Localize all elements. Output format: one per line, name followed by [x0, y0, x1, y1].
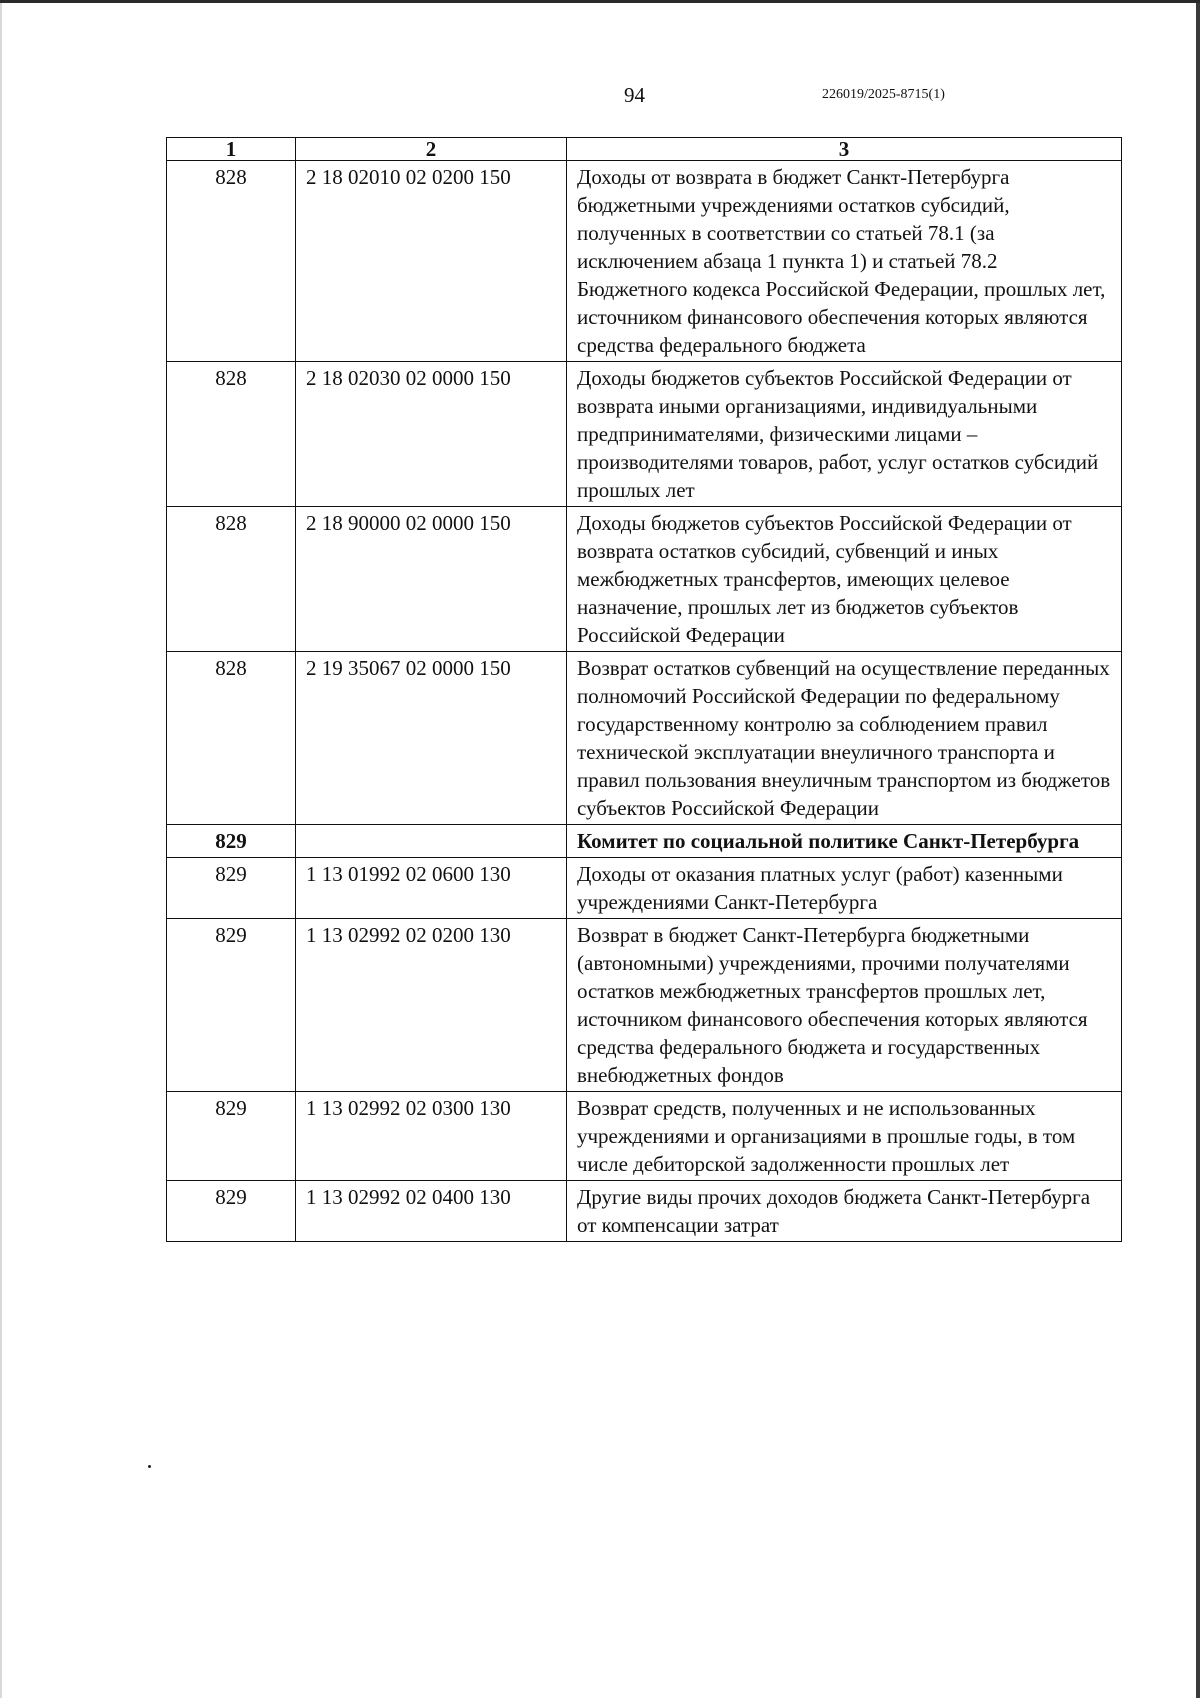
- revenue-description-cell: Доходы бюджетов субъектов Российской Федерации от возврата остатков субсидий, субвенций и иных межбюджетных трансфертов, имеющих целевое назначение, прошлых лет из бюджетов субъектов Российской Федерации: [567, 507, 1122, 652]
- table-header-row: [167, 138, 1122, 161]
- admin-code-cell: 829: [167, 858, 296, 919]
- budget-code-cell: 2 19 35067 02 0000 150: [296, 652, 567, 825]
- header-cell-1: 1: [167, 138, 296, 161]
- admin-code-cell: 829: [167, 1181, 296, 1242]
- revenue-description-cell: Доходы бюджетов субъектов Российской Федерации от возврата иными организациями, индивидуальными предпринимателями, физическими лицами – производителями товаров, работ, услуг остатков субсидий прошлых лет: [567, 362, 1122, 507]
- budget-code-cell: [296, 825, 567, 858]
- table-row: [167, 507, 1122, 652]
- scan-edge-right: [1196, 3, 1200, 1698]
- budget-code-cell: 2 18 02030 02 0000 150: [296, 362, 567, 507]
- budget-code-cell: 1 13 02992 02 0400 130: [296, 1181, 567, 1242]
- header-cell-2: 2: [296, 138, 567, 161]
- revenue-description-cell: Доходы от возврата в бюджет Санкт-Петербурга бюджетными учреждениями остатков субсидий, полученных в соответствии со статьей 78.1 (за исключением абзаца 1 пункта 1) и статьей 78.2 Бюджетного кодекса Российской Федерации, прошлых лет, источником финансового обеспечения которых являются средства федерального бюджета: [567, 161, 1122, 362]
- table-row: [167, 161, 1122, 362]
- revenue-description-cell: Возврат в бюджет Санкт-Петербурга бюджетными (автономными) учреждениями, прочими получателями остатков межбюджетных трансфертов прошлых лет, источником финансового обеспечения которых являются средства федерального бюджета и государственных внебюджетных фондов: [567, 919, 1122, 1092]
- scan-edge-left: [0, 3, 2, 1698]
- admin-code-cell: 828: [167, 362, 296, 507]
- budget-code-cell: 1 13 02992 02 0200 130: [296, 919, 567, 1092]
- revenue-description-cell: Другие виды прочих доходов бюджета Санкт-Петербурга от компенсации затрат: [567, 1181, 1122, 1242]
- admin-code-cell: 828: [167, 161, 296, 362]
- admin-code-cell: 829: [167, 1092, 296, 1181]
- table-row: [167, 652, 1122, 825]
- admin-code-cell: 828: [167, 652, 296, 825]
- revenue-description-cell: Возврат средств, полученных и не использованных учреждениями и организациями в прошлые годы, в том числе дебиторской задолженности прошлых лет: [567, 1092, 1122, 1181]
- admin-code-cell: 828: [167, 507, 296, 652]
- scan-speck: [148, 1465, 151, 1468]
- revenue-codes-table: [166, 137, 1122, 1242]
- table-row: [167, 1092, 1122, 1181]
- budget-code-cell: 1 13 01992 02 0600 130: [296, 858, 567, 919]
- revenue-description-cell: Комитет по социальной политике Санкт-Петербурга: [567, 825, 1122, 858]
- admin-code-cell: 829: [167, 825, 296, 858]
- budget-code-cell: 2 18 90000 02 0000 150: [296, 507, 567, 652]
- table-row: [167, 362, 1122, 507]
- revenue-description-cell: Возврат остатков субвенций на осуществление переданных полномочий Российской Федерации по федеральному государственному контролю за соблюдением правил технической эксплуатации внеуличного транспорта и правил пользования внеуличным транспортом из бюджетов субъектов Российской Федерации: [567, 652, 1122, 825]
- page-number: 94: [624, 83, 645, 107]
- admin-code-cell: 829: [167, 919, 296, 1092]
- budget-code-cell: 2 18 02010 02 0200 150: [296, 161, 567, 362]
- document-id: 226019/2025-8715(1): [822, 87, 945, 102]
- table-row: [167, 858, 1122, 919]
- table-row: [167, 1181, 1122, 1242]
- table-row: [167, 919, 1122, 1092]
- table-body: [167, 138, 1122, 1242]
- revenue-description-cell: Доходы от оказания платных услуг (работ) казенными учреждениями Санкт-Петербурга: [567, 858, 1122, 919]
- budget-code-cell: 1 13 02992 02 0300 130: [296, 1092, 567, 1181]
- table-row: [167, 825, 1122, 858]
- header-cell-3: 3: [567, 138, 1122, 161]
